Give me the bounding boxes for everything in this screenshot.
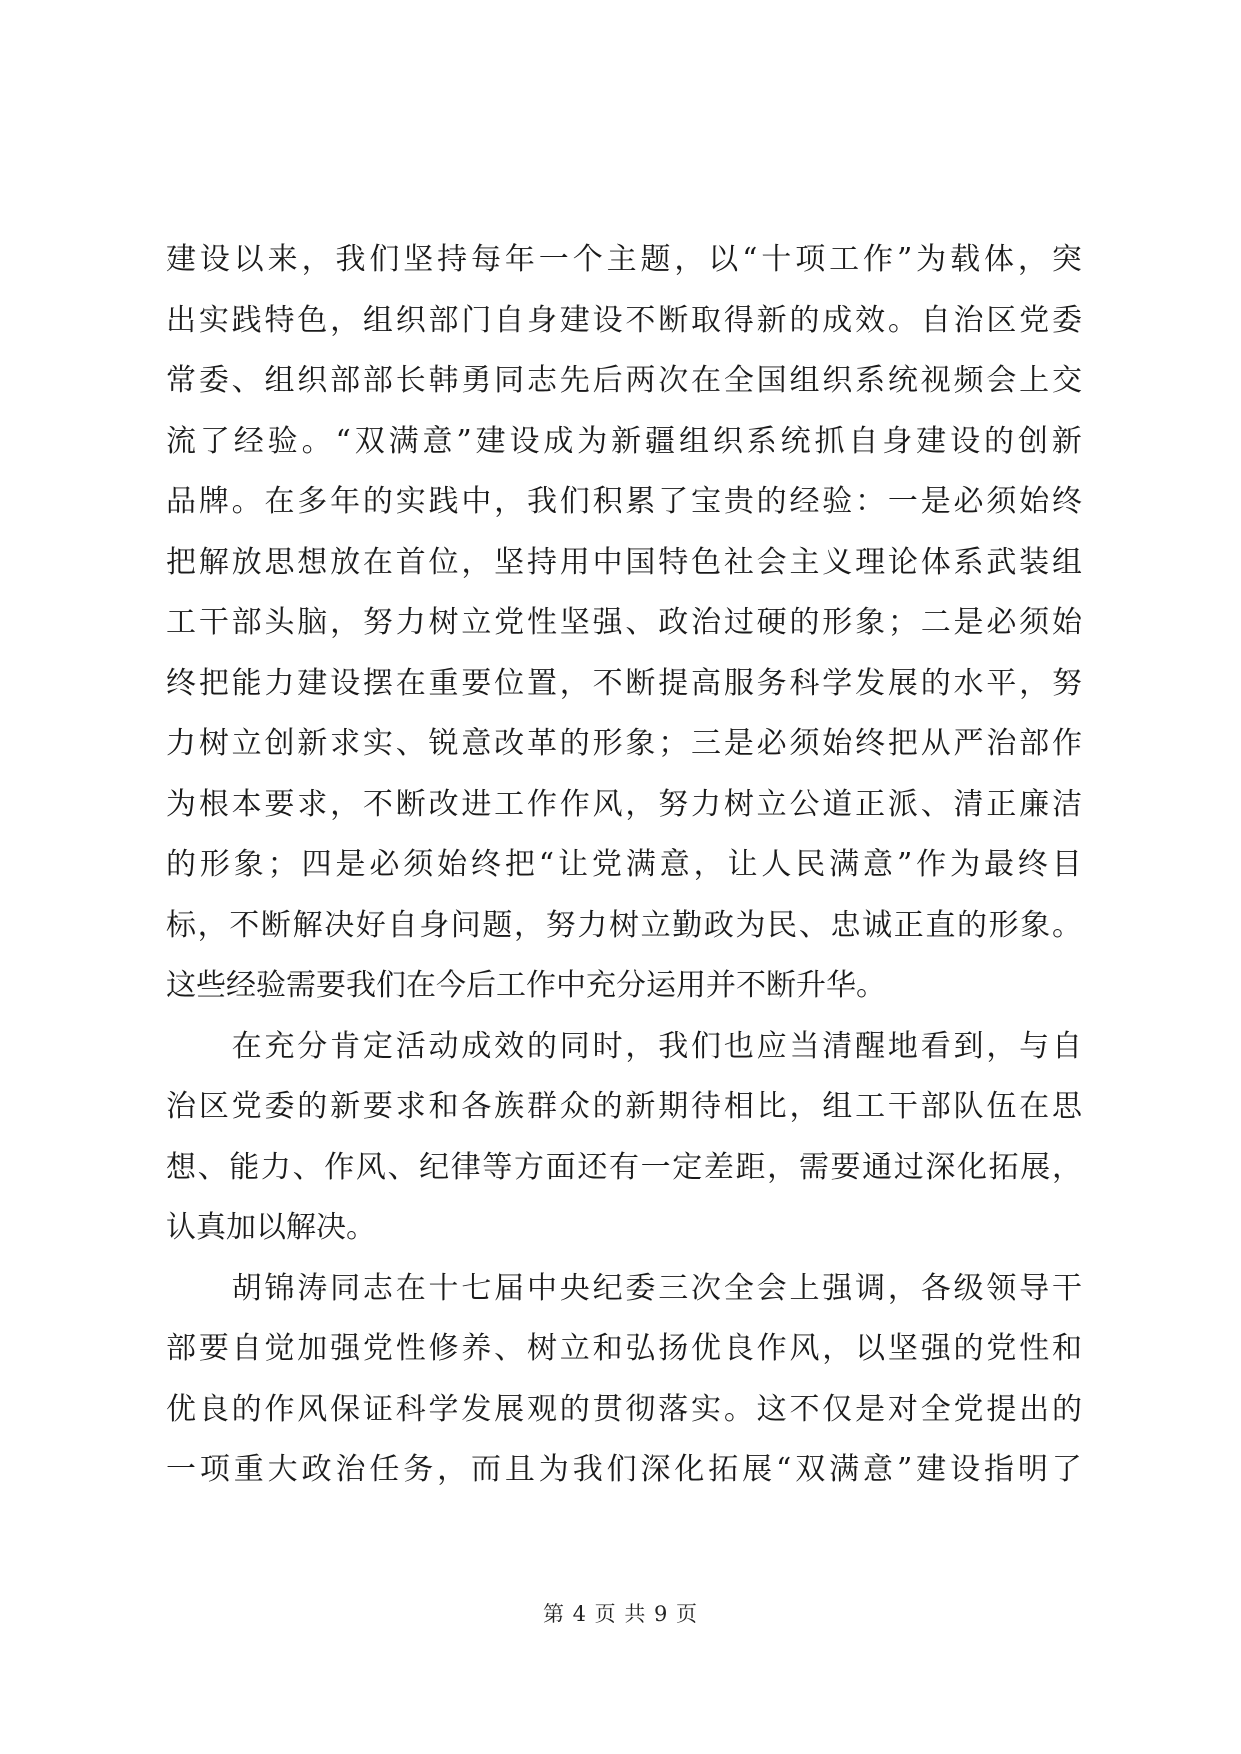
text-line: 优 良 的 作 风 保 证 科 学 发 展 观 的 贯 彻 落 实 。 这 不 仅 是 对 全 党 提 出 的 xyxy=(166,1391,1082,1427)
text-line: 建 设 以 来 ， 我 们 坚 持 每 年 一 个 主 题 ， 以 “ 十 项 工 作 ” 为 载 体 ， 突 xyxy=(166,242,1082,277)
text-line: 出 实 践 特 色 ， 组 织 部 门 自 身 建 设 不 断 取 得 新 的 成 效 。 自 治 区 党 委 xyxy=(166,302,1082,338)
text-line: 工 干 部 头 脑 ， 努 力 树 立 党 性 坚 强 、 政 治 过 硬 的 形 象 ； 二 是 必 须 始 xyxy=(166,605,1082,640)
text-line: 终 把 能 力 建 设 摆 在 重 要 位 置 ， 不 断 提 高 服 务 科 学 发 展 的 水 平 ， 努 xyxy=(166,665,1082,701)
text-line: 流 了 经 验 。 “ 双 满 意 ” 建 设 成 为 新 疆 组 织 系 统 抓 自 身 建 设 的 创 新 xyxy=(166,423,1082,459)
text-line: 治 区 党 委 的 新 要 求 和 各 族 群 众 的 新 期 待 相 比 ， 组 工 干 部 队 伍 在 思 xyxy=(166,1089,1082,1124)
text-line: 标 ， 不 断 解 决 好 自 身 问 题 ， 努 力 树 立 勤 政 为 民 、 忠 诚 正 直 的 形 象 。 xyxy=(166,907,1082,943)
text-line: 常 委 、 组 织 部 部 长 韩 勇 同 志 先 后 两 次 在 全 国 组 织 系 统 视 频 会 上 交 xyxy=(166,363,1082,398)
text-line: 的 形 象 ； 四 是 必 须 始 终 把 “ 让 党 满 意 ， 让 人 民 满 意 ” 作 为 最 终 目 xyxy=(166,847,1082,882)
page-number-footer: 第 4 页 共 9 页 xyxy=(542,1602,699,1626)
text-line: 力 树 立 创 新 求 实 、 锐 意 改 革 的 形 象 ； 三 是 必 须 始 终 把 从 严 治 部 作 xyxy=(166,726,1082,761)
text-line: 一 项 重 大 政 治 任 务 ， 而 且 为 我 们 深 化 拓 展 “ 双 满 意 ” 建 设 指 明 了 xyxy=(166,1452,1082,1487)
text-line: 这些经验需要我们在今后工作中充分运用并不断升华。 xyxy=(166,968,886,1003)
text-line: 部 要 自 觉 加 强 党 性 修 养 、 树 立 和 弘 扬 优 良 作 风 ， 以 坚 强 的 党 性 和 xyxy=(166,1331,1082,1366)
body-text xyxy=(166,230,1082,1501)
text-line: 认真加以解决。 xyxy=(166,1210,376,1245)
text-line: 在 充 分 肯 定 活 动 成 效 的 同 时 ， 我 们 也 应 当 清 醒 地 看 到 ， 与 自 xyxy=(231,1028,1082,1064)
text-line: 想 、 能 力 、 作 风 、 纪 律 等 方 面 还 有 一 定 差 距 ， 需 要 通 过 深 化 拓 展 ， xyxy=(166,1149,1082,1185)
text-line: 品 牌 。 在 多 年 的 实 践 中 ， 我 们 积 累 了 宝 贵 的 经 验 ： 一 是 必 须 始 终 xyxy=(166,484,1082,519)
text-line: 胡 锦 涛 同 志 在 十 七 届 中 央 纪 委 三 次 全 会 上 强 调 ， 各 级 领 导 干 xyxy=(231,1270,1082,1306)
text-line: 为 根 本 要 求 ， 不 断 改 进 工 作 作 风 ， 努 力 树 立 公 道 正 派 、 清 正 廉 洁 xyxy=(166,786,1082,822)
text-line: 把 解 放 思 想 放 在 首 位 ， 坚 持 用 中 国 特 色 社 会 主 义 理 论 体 系 武 装 组 xyxy=(166,544,1082,580)
